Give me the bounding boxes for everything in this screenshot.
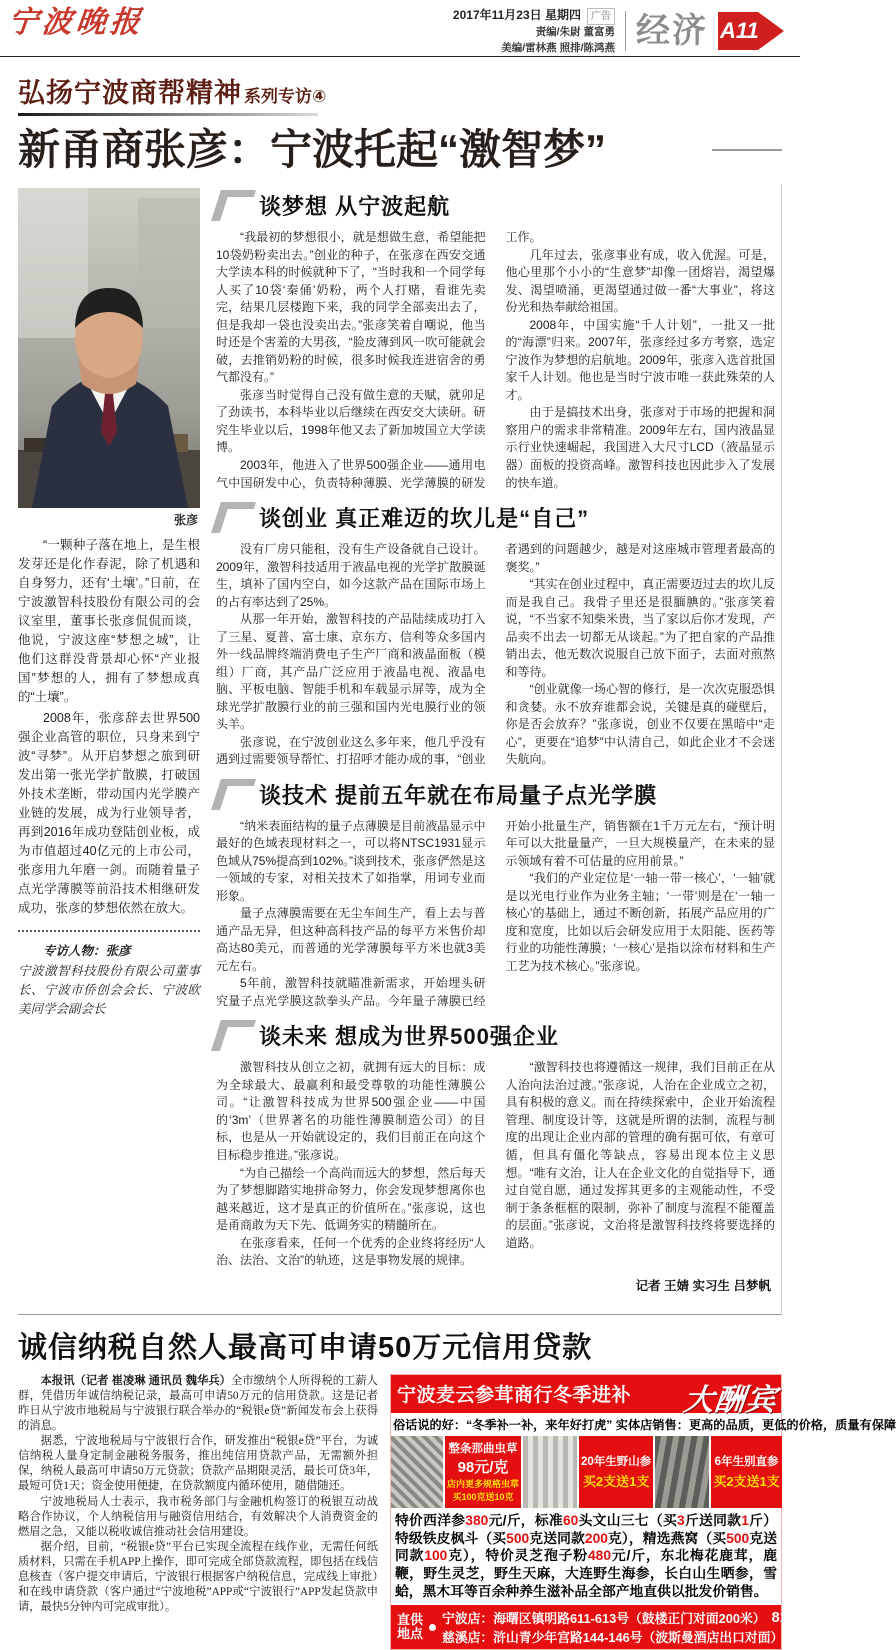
ad-subtitle: 俗话说的好：“冬季补一补，来年好打虎” 实体店销售：更高的品质，更低的价格，质量有保障 bbox=[391, 1413, 781, 1436]
ad-deal-text bbox=[391, 1508, 781, 1606]
left-column bbox=[18, 188, 200, 1303]
deal-segment: 头文山三七（买 bbox=[578, 1512, 678, 1528]
paragraph: 2008年，中国实施“千人计划”，一批又一批的“海漂”归来。2007年，张彦经过多方考察，选定宁波作为梦想的启航地。2009年，张彦入选首批国家千人计划。他也是当时宁波市唯一获此殊荣的人才。 bbox=[505, 317, 775, 402]
intro-paragraph: “一颗种子落在地上，是生根发芽还是化作春泥，除了机遇和自身努力，还有‘土壤’。”日前，在宁波激智科技股份有限公司的会议室里，董事长张彦侃侃而谈，他说，宁波这座“梦想之城”，让他们这群没背景却心怀“产业报国”梦想的人，拥有了梦想成真的“土壤”。 bbox=[18, 538, 200, 705]
profile-label: 专访人物：张彦 bbox=[43, 944, 131, 959]
corner-bracket-icon bbox=[211, 1020, 256, 1051]
paragraph: 张彦当时觉得自己没有做生意的天赋，就卯足了劲读书，本科毕业以后继续在西安交大读研。研究生毕业以后，1998年他又去了新加坡国立大学读博。 bbox=[216, 387, 486, 455]
paragraph: “纳米表面结构的量子点薄膜是目前液晶显示中最好的色域表现材料之一，可以将NTSC1931显示色域从75%提高到102%。”谈到技术，张彦俨然是这一领域的专家，对相关技术了如指掌，用词专业而形象。 bbox=[216, 818, 486, 903]
bottom-headline: 诚信纳税自然人最高可申请50万元信用贷款 bbox=[18, 1331, 593, 1364]
section-title: 谈创业 真正难迈的坎儿是“自己” bbox=[259, 506, 590, 532]
offer-line: 整条那曲虫草 bbox=[448, 1443, 518, 1456]
offer-sub: 买100克送10克 bbox=[452, 1492, 514, 1503]
offer-deal: 买2支送1支 bbox=[713, 1474, 780, 1490]
series-banner-subtitle: 系列专访④ bbox=[244, 87, 327, 106]
paragraph: 2003年，他进入了世界500强企业——通用电气中国研发中心，负责特种薄膜、光学薄膜的研发工作。 bbox=[216, 230, 542, 490]
dotted-divider bbox=[18, 930, 200, 932]
offer-line: 20年生野山参 bbox=[581, 1456, 652, 1469]
paragraph: 张彦说，在宁波创业这么多年来，他几乎没有遇到过需要领导帮忙、打招呼才能办成的事，“创业者遇到的问题越少，越是对这座城市管理者最高的褒奖。” bbox=[216, 542, 775, 767]
section-body bbox=[216, 1059, 775, 1269]
profile-text: 宁波激智科技股份有限公司董事长、宁波市侨创会会长、宁波欧美同学会副会长 bbox=[18, 963, 200, 1017]
paragraph-text: 全市缴纳个人所得税的工薪人群，凭借历年诚信纳税记录，最高可申请50万元的信用贷款。这是记者昨日从宁波市地税局与宁波银行联合举办的“税银e贷”新闻发布会上获得的消息。 bbox=[18, 1374, 378, 1432]
bullet-icon bbox=[429, 1624, 436, 1631]
section-name: 经济 bbox=[636, 12, 708, 51]
intro-text bbox=[18, 536, 200, 918]
section-title: 谈梦想 从宁波起航 bbox=[259, 194, 451, 220]
section-header bbox=[216, 190, 775, 221]
deal-segment: 480 bbox=[587, 1548, 611, 1564]
offer-deal: 买2支送1支 bbox=[582, 1474, 650, 1490]
section-body bbox=[216, 541, 775, 769]
offer-sub: 店内更多规格虫草 bbox=[447, 1479, 520, 1490]
offer-line: 6年生别直参 bbox=[714, 1456, 779, 1469]
deal-segment: 克），特价灵芝孢子粉 bbox=[447, 1548, 588, 1564]
contact-label-line: 地点 bbox=[397, 1626, 424, 1642]
deal-segment: 克送同款 bbox=[395, 1530, 778, 1564]
paragraph: 激智科技从创立之初，就拥有远大的目标：成为全球最大、最赢利和最受尊敬的功能性薄膜公司。“让激智科技成为世界500强企业——中国的‘3m’（世界著名的功能性薄膜制造公司）的目标，也是从一开始就设定的，我们目前正在向这个目标稳步推进。”张彦说。 bbox=[216, 1060, 486, 1162]
corner-bracket-icon bbox=[211, 779, 256, 810]
section-dream bbox=[216, 190, 775, 492]
ad-contact-bar bbox=[391, 1605, 854, 1649]
interviewee-profile bbox=[18, 942, 200, 1020]
deal-segment: 克送同款 bbox=[529, 1530, 585, 1546]
wild-ginseng-offer-tile bbox=[579, 1436, 653, 1508]
paragraph: 几年过去，张彦事业有成，收入优渥。可是，他心里那个小小的“生意梦”却像一团熔岩，渴望爆发、渴望喷涌，更渴望通过做一番“大事业”，将这份光和热奉献给祖国。 bbox=[505, 247, 775, 315]
bottom-paragraph: 据悉，宁波地税局与宁波银行合作，研发推出“税银e贷”平台，为诚信纳税人量身定制金融税务服务，推出纯信用贷款产品，无需额外担保，纳税人最高可申请50万元贷款；贷款产品期限灵活，最长可贷3年，最短可贷1天；资金使用便捷，在贷款额度内循环使用，随借随还。 bbox=[18, 1435, 378, 1493]
byline: 记者 王婧 实习生 吕梦帆 bbox=[635, 1278, 771, 1293]
page-number-badge bbox=[718, 10, 792, 52]
deal-segment: 500 bbox=[726, 1530, 750, 1546]
deal-segment: 100 bbox=[424, 1548, 448, 1564]
editors-line-1: 责编/朱尉 董富勇 bbox=[535, 26, 615, 38]
photo-caption: 张彦 bbox=[173, 513, 198, 528]
deal-segment: 200 bbox=[584, 1530, 608, 1546]
cordyceps-offer-tile bbox=[445, 1436, 521, 1508]
store-phone: 63041890 bbox=[789, 1628, 854, 1645]
ad-title: 宁波麦云参茸商行冬季进补 bbox=[397, 1385, 632, 1407]
header-divider bbox=[625, 11, 626, 51]
section-title: 谈技术 提前五年就在布局量子点光学膜 bbox=[259, 782, 658, 808]
paragraph: “创业就像一场心智的修行，是一次次克服恐惧和贪婪。永不放弃谁都会说，关键是真的碰壁后，你是否会放弃？”张彦说，创业不仅要在黑暗中“走心”，更要在“追梦”中认清自己，如此企业才不会迷失航向。 bbox=[505, 682, 775, 767]
paragraph: 量子点薄膜需要在无尘车间生产，看上去与普通产品无异，但这种高科技产品的每平方米售价却高达80美元，而普通的光学薄膜每平方米也就3美元左右。 bbox=[216, 906, 486, 973]
paragraph: 由于是搞技术出身，张彦对于市场的把握和洞察用户的需求非常精准。2009年左右，国内液晶显示行业快速崛起，我国进入大尺寸LCD（液晶显示器）面板的投资高峰。激智科技也因此步入了发展的快车道。 bbox=[505, 405, 775, 490]
paragraph: 5年前，激智科技就瞄准新需求，开始埋头研究量子点光学膜这款拳头产品。今年量子薄膜已经开始小批量生产，销售额在1千万元左右，“预计明年可以大批量量产，一旦大规模量产，在未来的显示领域有着不可估量的应用前景。” bbox=[216, 818, 775, 1008]
deal-segment: 1 bbox=[741, 1512, 749, 1528]
deal-segment: 元/斤，东北梅花鹿茸，鹿鞭，野生灵芝，野生天麻，大连野生海参，长白山生晒参，雪蛤，黑木耳等百余种养生滋补品全部产地直供以批发价销售。 bbox=[395, 1548, 777, 1600]
paragraph: “我最初的梦想很小，就是想做生意，希望能把10袋奶粉卖出去。”创业的种子，在张彦在西安交通大学读本科的时候就种下了，“当时我和一个同学每人买了10袋‘秦俑’奶粉，两个人打赌，看谁先卖完，结果几层楼跑下来，我的同学全部卖出去了，但是我却一袋也没卖出去。”张彦笑着自嘲说，他当时还是个害羞的大男孩，“脸皮薄到风一吹可能就会破，去推销奶粉的时候，很多时候我连进宿舍的勇气都没有。” bbox=[216, 230, 486, 385]
header-right bbox=[453, 6, 792, 57]
banner-underline bbox=[18, 113, 318, 116]
corner-bracket-icon bbox=[211, 190, 256, 221]
store-address: 宁波店：海曙区镇明路611-613号（鼓楼正门对面200米） bbox=[442, 1611, 766, 1627]
article-lead: 本报讯（记者 崔凌琳 通讯员 魏华兵） bbox=[40, 1374, 231, 1387]
right-column bbox=[216, 188, 775, 1303]
red-ginseng-photo bbox=[655, 1436, 709, 1508]
headline-row bbox=[18, 126, 782, 174]
paragraph: “激智科技也将遵循这一规律，我们目前正在从人治向法治过渡。”张彦说，人治在企业成立之初，具有积极的意义。而在持续探索中，企业开始流程管理、制度设计等，这就是所谓的法制，流程与制度的出现让企业内部的管理的确有据可依，有章可循，但具有僵化等缺点，容易出现本位主义思想。“唯有文治，让人在企业文化的自觉指导下，通过自觉自愿，通过发挥其更多的主观能动性，不受制于条条框框的限制，弥补了制度与流程不能覆盖的层面。”张彦说，文治将是激智科技终将要选择的道路。 bbox=[505, 1060, 775, 1250]
deal-segment: 克），精选燕窝（买 bbox=[607, 1530, 727, 1546]
main-headline: 新甬商张彦：宁波托起“激智梦” bbox=[18, 126, 607, 173]
deal-segment: 500 bbox=[506, 1530, 530, 1546]
editors-line-2: 美编/雷林燕 照排/陈鸿燕 bbox=[501, 41, 615, 54]
section-header bbox=[216, 1020, 775, 1051]
store-address: 慈溪店：浒山青少年宫路144-146号（波斯曼酒店出口对面） bbox=[442, 1630, 784, 1646]
deal-segment: 特价西洋参 bbox=[395, 1512, 466, 1528]
section-header bbox=[216, 502, 775, 533]
page-header bbox=[0, 0, 800, 56]
section-body bbox=[216, 229, 775, 492]
paragraph: 从那一年开始，激智科技的产品陆续成功打入了三星、夏普、富士康、京东方、信利等众多国内外一线品牌终端消费电子生产厂商和液晶面板（模组）厂商，其产品广泛应用于液晶电视、液晶电脑、平板电脑、智能手机和车载显示屏等，成为全球光学扩散膜行业的前三强和国内光电膜行业的领头羊。 bbox=[216, 612, 486, 732]
deal-segment: 斤）特级铁皮枫斗（买 bbox=[395, 1512, 778, 1546]
bottom-flex bbox=[18, 1374, 896, 1650]
headline-dash bbox=[712, 149, 782, 151]
paragraph: 没有厂房只能租，没有生产设备就自己设计。2009年，激智科技适用于液晶电视的光学扩散膜诞生，填补了国内空白，如今这款产品在国际市场上的占有率达到了25%。 bbox=[216, 542, 486, 609]
ad-product-tiles bbox=[391, 1436, 781, 1508]
contact-label bbox=[397, 1613, 423, 1642]
ginseng-shop-ad bbox=[390, 1374, 896, 1650]
date-line bbox=[453, 6, 615, 25]
date-text: 2017年11月23日 星期四 bbox=[452, 8, 581, 22]
newspaper-logo: 宁波晚报 bbox=[6, 5, 146, 40]
intro-paragraph: 2008年，张彦辞去世界500强企业高管的职位，只身来到宁波“寻梦”。从开启梦想之旅到研发出第一张光学扩散膜，打破国外技术垄断，带动国内光学膜产业链的发展，成为行业领导者，再到2016年成功登陆创业板，成为市值超过40亿元的上市公司，张彦用九年磨一剑。而随着量子点光学薄膜等前沿技术相继研发成功，张彦的梦想依然在放大。 bbox=[18, 711, 200, 916]
store-line bbox=[442, 1627, 854, 1646]
ad-tag: 广告 bbox=[587, 8, 615, 25]
section-header bbox=[216, 779, 775, 810]
series-banner bbox=[18, 71, 782, 116]
paragraph: 在张彦看来，任何一个优秀的企业终将经历“人治、法治、文治”的轨迹，这是事物发展的规律。 bbox=[216, 1235, 486, 1268]
bottom-article-text bbox=[18, 1374, 378, 1650]
bottom-section bbox=[18, 1325, 896, 1650]
header-meta bbox=[453, 6, 615, 57]
store-line bbox=[442, 1608, 836, 1627]
paragraph: “其实在创业过程中，真正需要迈过去的坎儿反而是我自己。我骨子里还是很腼腆的。”张彦笑着说，“不当家不知柴米贵，当了家以后你才发现，产品卖不出去一切都无从谈起。”为了把自家的产品推销出去，他无数次说服自己放下面子，去面对煎熬和等待。 bbox=[505, 577, 775, 679]
section-technology bbox=[216, 779, 775, 1011]
ad-burst-text: 大酬宾 bbox=[681, 1383, 779, 1417]
bottom-paragraph: 据介绍，目前，“税银e贷”平台已实现全流程在线作业，无需任何纸质材料，只需在手机APP上操作，即可完成全部贷款流程，即包括在线信息核查（客户提交申请后，宁波银行根据客户纳税信息，完成线上审批）和在线申请贷款（客户通过“宁波地税”APP或“宁波银行”APP发起贷款申请，最快5分钟内可完成审批）。 bbox=[18, 1540, 378, 1614]
wild-ginseng-photo bbox=[523, 1436, 577, 1508]
section-future bbox=[216, 1020, 775, 1293]
section-startup bbox=[216, 502, 775, 769]
bottom-paragraph: 宁波地税局人士表示，我市税务部门与金融机构签订的税银互动战略合作协议，个人纳税信用与融资信用结合，有效解决个人消费资金的燃眉之急，又能以税收诚信推动社会信用建设。 bbox=[18, 1495, 378, 1538]
store-phone: 81190227 bbox=[771, 1609, 836, 1626]
deal-segment: 60 bbox=[562, 1512, 579, 1528]
paragraph: “为自己描绘一个高尚而远大的梦想，然后每天为了梦想脚踏实地拼命努力，你会发现梦想离你也越来越近，这才是真正的价值所在。”张彦说，这也是甬商敢为天下先、低调务实的精髓所在。 bbox=[216, 1165, 486, 1233]
zhang-yan-photo bbox=[18, 188, 200, 508]
section-title: 谈未来 想成为世界500强企业 bbox=[259, 1024, 559, 1050]
corner-bracket-icon bbox=[211, 502, 256, 533]
ad-banner bbox=[391, 1375, 781, 1417]
offer-price: 98元/克 bbox=[457, 1459, 509, 1477]
deal-segment: 380 bbox=[465, 1512, 489, 1528]
main-article bbox=[18, 184, 782, 1314]
bottom-paragraph bbox=[18, 1374, 378, 1435]
contact-label-line: 直供 bbox=[397, 1611, 424, 1627]
deal-segment: 3 bbox=[677, 1512, 685, 1528]
deal-segment: 元/斤，标准 bbox=[488, 1512, 563, 1528]
deal-segment: 斤送同款 bbox=[684, 1512, 742, 1528]
page-number: A11 bbox=[720, 18, 759, 44]
series-banner-title: 弘扬宁波商帮精神 bbox=[18, 78, 242, 108]
section-body bbox=[216, 818, 775, 1011]
cordyceps-photo bbox=[391, 1436, 443, 1508]
contact-lines bbox=[442, 1608, 854, 1646]
red-ginseng-offer-tile bbox=[711, 1436, 781, 1508]
paragraph: “我们的产业定位是‘一轴一带一核心’，‘一轴’就是以光电行业作为业务主轴；‘一带’则是在‘一轴一核心’的基础上，通过不断创新，拓展产品应用的广度和宽度，比如以后会研发应用于太阳能、医药等行业的功能性薄膜；‘一核心’是指以涂布材料和生产工艺为技术核心。”张彦说。 bbox=[505, 871, 775, 973]
